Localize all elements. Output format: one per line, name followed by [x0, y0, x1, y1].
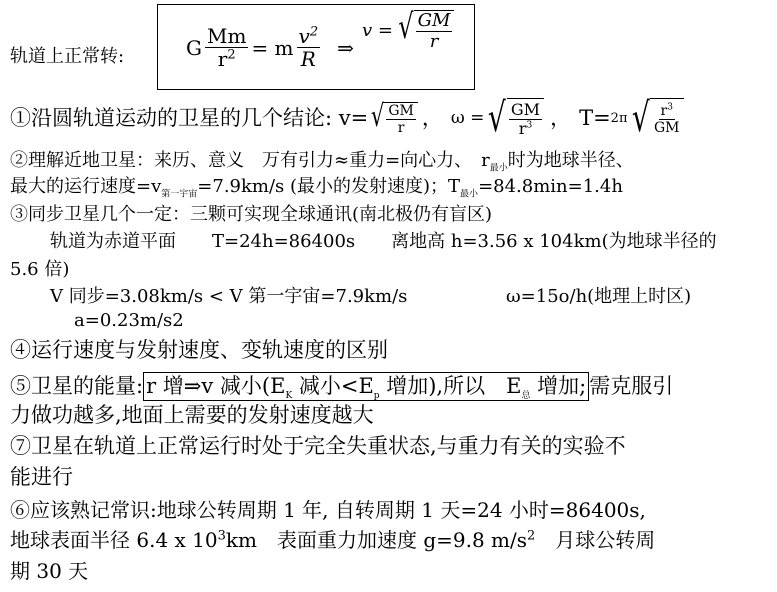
velocity-formula: [362, 7, 454, 52]
formula-equals-m: = m: [251, 35, 294, 60]
item5-suffix: 需克服引: [589, 374, 674, 398]
energy-boxed-statement: r 增⇒v 减小($E_K$ 减小$<E_p$ 增加),所以 $E_总$ 增加;: [143, 372, 589, 401]
item2-line2: 最大的运行速度$=v_{第一宇宙}=7.9km/s$ (最小的发射速度)；$T_{最小}=84.8\min=1.4h$: [10, 176, 623, 200]
radical-sign: √: [398, 7, 414, 47]
comma: ，: [421, 105, 443, 130]
item3-line4a: V 同步=3.08km/s < V 第一宇宙=7.9km/s: [50, 286, 408, 307]
item3-line1: ③同步卫星几个一定：三颗可实现全球通讯(南北极仍有盲区): [10, 204, 493, 225]
orbit-label: 轨道上正常转:: [10, 46, 125, 67]
fraction-Mm-r2: [205, 26, 248, 69]
period-T: T=: [579, 105, 611, 130]
sqrt-r3-GM: √ $\frac{r^3}{GM}$: [628, 98, 684, 138]
comma: ，: [550, 105, 572, 130]
radical-sign: √: [371, 98, 385, 134]
sqrt-GM-r: √ $\frac{GM}{r}$: [395, 10, 454, 51]
item3-line5: a=0.23m/s2: [74, 310, 184, 331]
fraction-numerator: Mm: [206, 24, 247, 48]
item7-line1: ⑦卫星在轨道上正常运行时处于完全失重状态,与重力有关的实验不: [10, 434, 626, 458]
gravitation-formula: [186, 26, 354, 69]
two-pi: 2π: [610, 110, 628, 126]
omega-equals: ω =: [450, 107, 485, 128]
item5-line2: 力做功越多,地面上需要的发射速度越大: [10, 403, 374, 427]
radical-sign: √: [631, 95, 650, 141]
sqrt-GM-r: √ $\frac{GM}{r}$: [368, 102, 418, 135]
item2-line1: ②理解近地卫星：来历、意义 万有引力≈重力=向心力、 $r_{最小}$时为地球半径、: [10, 150, 634, 174]
item6-line2: 地球表面半径 6.4 x $10^3km$ 表面重力加速度 g=9.8 $m/s^2$ 月球公转周: [10, 528, 656, 552]
item1-conclusions: [10, 96, 684, 140]
formula-G: G: [186, 35, 202, 60]
item7-line2: 能进行: [10, 465, 73, 489]
implies-arrow: ⇒: [337, 35, 354, 60]
item3-line4b: ω=15o/h(地理上时区): [506, 286, 692, 307]
item5-line1: [10, 372, 673, 401]
item3-line3: 5.6 倍): [10, 259, 70, 280]
fraction-denominator: R: [300, 47, 316, 71]
item1-text: ①沿圆轨道运动的卫星的几个结论: v=: [10, 105, 369, 130]
fraction-numerator: $v^2$: [298, 24, 319, 48]
item4-text: ④运行速度与发射速度、变轨速度的区别: [10, 338, 388, 362]
fraction-v2-R: [297, 26, 321, 69]
item6-line1: ⑥应该熟记常识:地球公转周期 1 年, 自转周期 1 天=24 小时=86400s,: [10, 498, 646, 522]
fraction-denominator: $r^2$: [217, 47, 236, 71]
item3-line2: 轨道为赤道平面 T=24h=86400s 离地高 h=3.56 x 104km(为地球半径的: [50, 231, 717, 252]
sqrt-GM-r3: √ $\frac{GM}{r^3}$: [484, 98, 544, 138]
item5-prefix: ⑤卫星的能量:: [10, 374, 144, 398]
v-equals: v =: [362, 19, 393, 41]
item6-line3: 期 30 天: [10, 559, 89, 583]
radical-sign: √: [488, 95, 507, 141]
